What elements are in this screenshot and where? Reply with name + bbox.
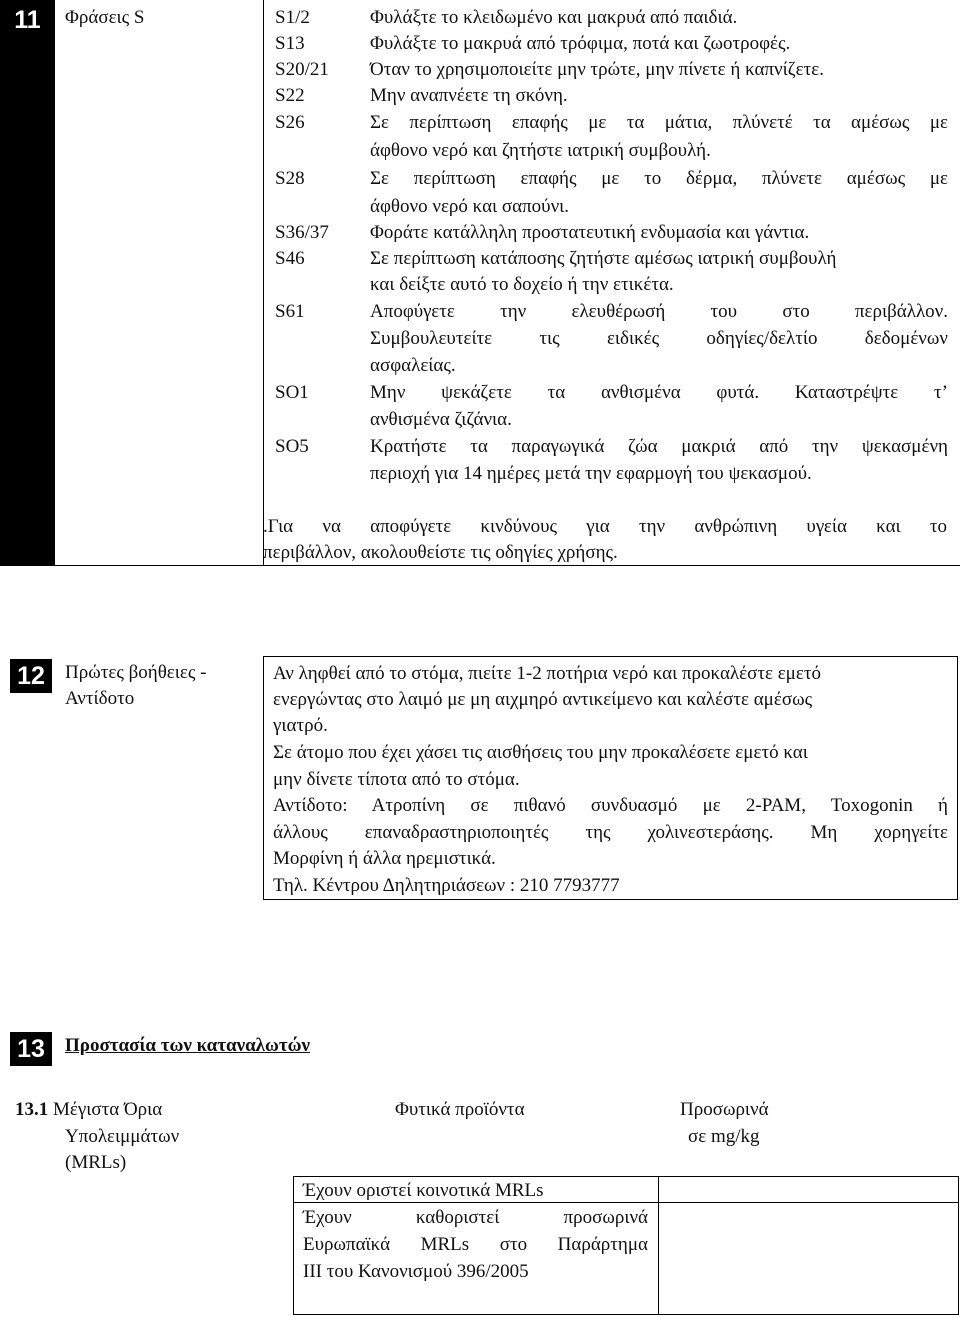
first-aid-line: Μορφίνη ή άλλα ηρεμιστικά. [273, 848, 496, 869]
first-aid-line: Αντίδοτο: Ατροπίνη σε πιθανό συνδυασμό με 2-PAM, Toxogonin ή [273, 795, 948, 816]
table-line [293, 1176, 959, 1177]
table-row: Ευρωπαϊκά MRLs στο Παράρτημα [303, 1234, 648, 1255]
phrase-code: S1/2 [275, 7, 310, 28]
phrase-text: Φοράτε κατάλληλη προστατευτική ενδυμασία και γάντια. [370, 222, 810, 243]
subsection-title-line: (MRLs) [65, 1152, 127, 1173]
phrase-code: S26 [275, 112, 305, 133]
phrase-text: Σε περίπτωση κατάποσης ζητήστε αμέσως ιατρική συμβουλή [370, 248, 837, 269]
phrase-code: S36/37 [275, 222, 329, 243]
section-11-title-divider [263, 0, 264, 566]
phrase-code: S20/21 [275, 59, 329, 80]
phrase-text: και δείξτε αυτό το δοχείο ή την ετικέτα. [370, 274, 674, 295]
phrase-text: ασφαλείας. [370, 355, 456, 376]
table-row: Έχουν οριστεί κοινοτικά MRLs [303, 1180, 544, 1201]
phrase-code: S46 [275, 248, 305, 269]
phrase-text: άφθονο νερό και ζητήστε ιατρική συμβουλή. [370, 140, 711, 161]
section-13-title: Προστασία των καταναλωτών [65, 1035, 311, 1056]
table-row: Έχουν καθοριστεί προσωρινά [303, 1207, 648, 1228]
subsection-number: 13.1 [15, 1099, 49, 1120]
first-aid-line: γιατρό. [273, 715, 328, 736]
first-aid-line: Σε άτομο που έχει χάσει τις αισθήσεις του μην προκαλέσετε εμετό και [273, 742, 808, 763]
phrase-text: Όταν το χρησιμοποιείτε μην τρώτε, μην πίνετε ή καπνίζετε. [370, 59, 824, 80]
poison-center-phone: Τηλ. Κέντρου Δηλητηριάσεων : 210 7793777 [273, 875, 620, 896]
table-row: ΙΙΙ του Κανονισμού 396/2005 [303, 1261, 529, 1282]
column-header-temporary: σε mg/kg [688, 1126, 760, 1147]
section-11-title: Φράσεις S [65, 7, 145, 28]
phrase-code: S22 [275, 85, 305, 106]
phrase-code: S28 [275, 168, 305, 189]
phrase-text: Σε περίπτωση επαφής με το δέρμα, πλύνετε αμέσως με [370, 168, 948, 189]
phrase-text: Μην ψεκάζετε τα ανθισμένα φυτά. Καταστρέψτε τ’ [370, 382, 948, 403]
table-line [293, 1314, 959, 1315]
first-aid-line: μην δίνετε τίποτα από το στόμα. [273, 769, 520, 790]
table-line [293, 1176, 294, 1315]
phrase-code: SO1 [275, 382, 309, 403]
phrase-text: Μην αναπνέετε τη σκόνη. [370, 85, 568, 106]
usage-note-line: περιβάλλον, ακολουθείστε τις οδηγίες χρήσης. [263, 542, 618, 563]
section-12-title-line: Αντίδοτο [65, 688, 135, 709]
subsection-13-1-title [15, 1097, 162, 1123]
phrase-text: Αποφύγετε την ελευθέρωσή του στο περιβάλλον. [370, 301, 948, 322]
first-aid-line: ενεργώντας στο λαιμό με μη αιχμηρό αντικείμενο και καλέστε αμέσως [273, 689, 813, 710]
subsection-title-line: Μέγιστα Όρια [53, 1099, 163, 1120]
phrase-code: S13 [275, 33, 305, 54]
phrase-text: ανθισμένα ζιζάνια. [370, 409, 512, 430]
phrase-text: άφθονο νερό και σαπούνι. [370, 196, 570, 217]
usage-note-line: .Για να αποφύγετε κινδύνους για την ανθρώπινη υγεία και το [263, 516, 947, 537]
section-11-number: 11 [0, 0, 55, 566]
section-12-title-line: Πρώτες βοήθειες - [65, 662, 207, 683]
section-13-number: 13 [10, 1032, 52, 1066]
section-12-number: 12 [10, 659, 52, 693]
column-header-products: Φυτικά προϊόντα [395, 1099, 525, 1120]
phrase-code: S61 [275, 301, 305, 322]
phrase-text: Φυλάξτε το μακρυά από τρόφιμα, ποτά και ζωοτροφές. [370, 33, 791, 54]
phrase-text: Σε περίπτωση επαφής με τα μάτια, πλύνετέ τα αμέσως με [370, 112, 948, 133]
table-line [658, 1176, 659, 1315]
first-aid-line: Αν ληφθεί από το στόμα, πιείτε 1-2 ποτήρια νερό και προκαλέστε εμετό [273, 663, 821, 684]
table-line [958, 1176, 959, 1315]
phrase-text: περιοχή για 14 ημέρες μετά την εφαρμογή του ψεκασμού. [370, 463, 812, 484]
phrase-text: Φυλάξτε το κλειδωμένο και μακρυά από παιδιά. [370, 7, 738, 28]
subsection-title-line: Υπολειμμάτων [65, 1126, 180, 1147]
first-aid-line: άλλους επαναδραστηριοποιητές της χολινεστεράσης. Μη χορηγείτε [273, 822, 948, 843]
column-header-temporary: Προσωρινά [680, 1099, 769, 1120]
phrase-text: Συμβουλευτείτε τις ειδικές οδηγίες/δελτίο δεδομένων [370, 328, 948, 349]
phrase-text: Κρατήστε τα παραγωγικά ζώα μακριά από την ψεκασμένη [370, 436, 948, 457]
phrase-code: SO5 [275, 436, 309, 457]
